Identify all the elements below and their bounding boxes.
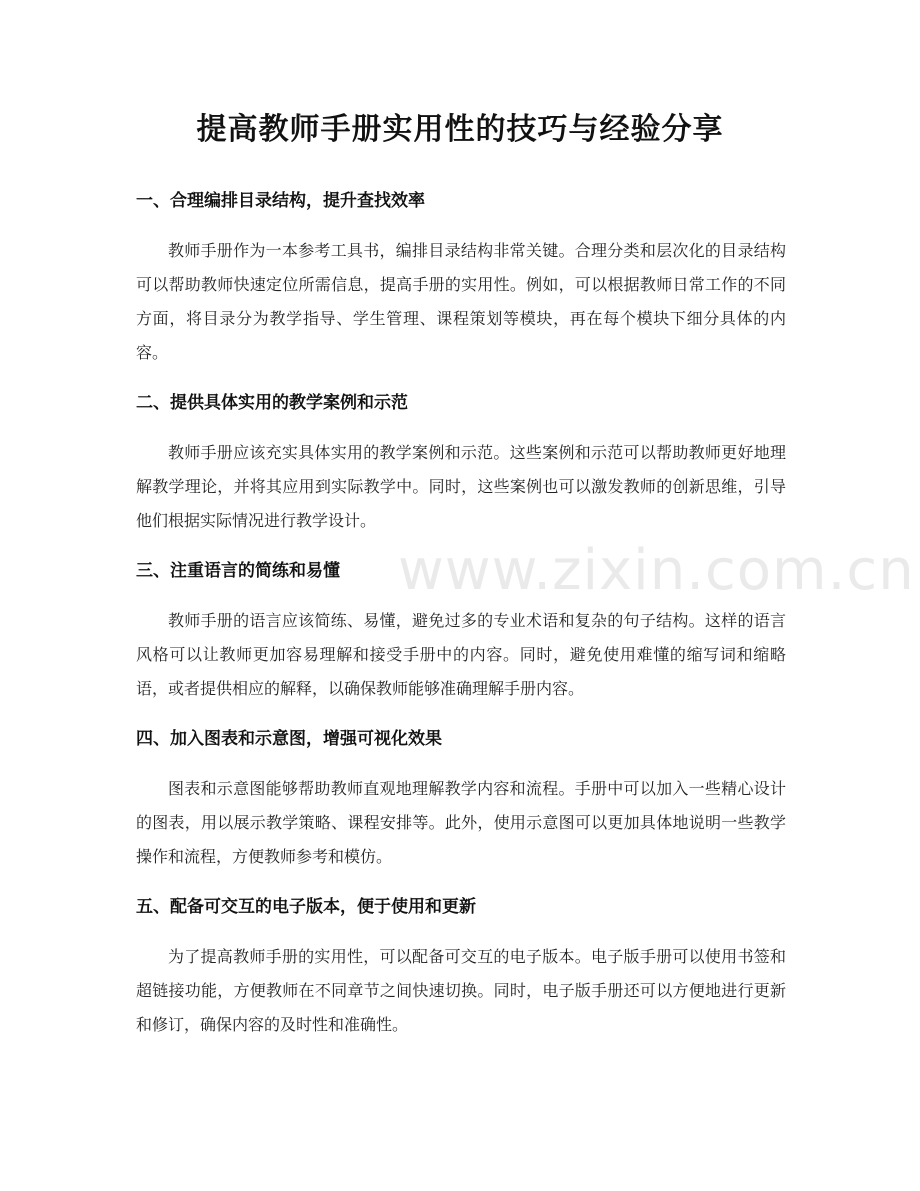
watermark: www.zixin.com.cn bbox=[398, 538, 915, 603]
document-content bbox=[136, 184, 786, 1058]
section-paragraph: 教师手册的语言应该简练、易懂，避免过多的专业术语和复杂的句子结构。这样的语言风格可以让教师更加容易理解和接受手册中的内容。同时，避免使用难懂的缩写词和缩略语，或者提供相应的解释，以确保教师能够准确理解手册内容。 bbox=[136, 611, 786, 698]
section-paragraph: 教师手册作为一本参考工具书，编排目录结构非常关键。合理分类和层次化的目录结构可以帮助教师快速定位所需信息，提高手册的实用性。例如，可以根据教师日常工作的不同方面，将目录分为教学指导、学生管理、课程策划等模块，再在每个模块下细分具体的内容。 bbox=[136, 241, 786, 362]
page-title: 提高教师手册实用性的技巧与经验分享 bbox=[196, 112, 724, 147]
section-paragraph: 教师手册应该充实具体实用的教学案例和示范。这些案例和示范可以帮助教师更好地理解教学理论，并将其应用到实际教学中。同时，这些案例也可以激发教师的创新思维，引导他们根据实际情况进行教学设计。 bbox=[136, 443, 786, 530]
section-heading: 三、注重语言的简练和易懂 bbox=[136, 561, 340, 581]
section-paragraph: 图表和示意图能够帮助教师直观地理解教学内容和流程。手册中可以加入一些精心设计的图表，用以展示教学策略、课程安排等。此外，使用示意图可以更加具体地说明一些教学操作和流程，方便教师参考和模仿。 bbox=[136, 779, 786, 866]
section-2 bbox=[136, 386, 786, 538]
section-heading: 二、提供具体实用的教学案例和示范 bbox=[136, 393, 408, 413]
section-4 bbox=[136, 722, 786, 874]
section-heading: 一、合理编排目录结构，提升查找效率 bbox=[136, 191, 425, 211]
section-1 bbox=[136, 184, 786, 370]
section-heading: 四、加入图表和示意图，增强可视化效果 bbox=[136, 729, 442, 749]
section-heading: 五、配备可交互的电子版本，便于使用和更新 bbox=[136, 897, 476, 917]
section-paragraph: 为了提高教师手册的实用性，可以配备可交互的电子版本。电子版手册可以使用书签和超链接功能，方便教师在不同章节之间快速切换。同时，电子版手册还可以方便地进行更新和修订，确保内容的及时性和准确性。 bbox=[136, 947, 786, 1034]
section-5 bbox=[136, 890, 786, 1042]
section-3 bbox=[136, 554, 786, 706]
